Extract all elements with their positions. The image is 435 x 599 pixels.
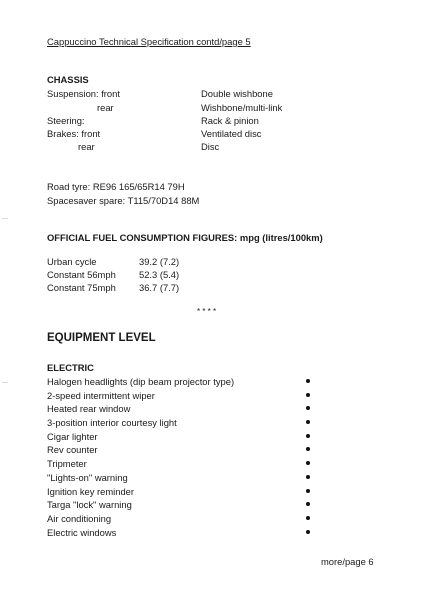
chassis-value: Wishbone/multi-link xyxy=(201,102,283,113)
bullet-icon xyxy=(306,516,310,520)
fuel-heading: OFFICIAL FUEL CONSUMPTION FIGURES: mpg (litres/100km) xyxy=(47,232,323,243)
scan-mark xyxy=(2,218,8,219)
bullet-icon xyxy=(306,420,310,424)
fuel-value: 36.7 (7.7) xyxy=(139,282,180,293)
section-separator: * * * * xyxy=(197,307,217,316)
equipment-item: Heated rear window xyxy=(47,403,131,414)
equipment-heading: EQUIPMENT LEVEL xyxy=(47,332,156,344)
bullet-icon xyxy=(306,434,310,438)
equipment-item: "Lights-on" warning xyxy=(47,472,128,483)
page-header: Cappuccino Technical Specification contd/page 5 xyxy=(47,36,251,47)
chassis-label: Brakes: front xyxy=(47,128,101,139)
electric-heading: ELECTRIC xyxy=(47,362,94,373)
spare-tyre: Spacesaver spare: T115/70D14 88M xyxy=(47,195,200,206)
chassis-value: Rack & pinion xyxy=(201,115,259,126)
equipment-item: Ignition key reminder xyxy=(47,486,135,497)
chassis-value: Disc xyxy=(201,141,220,152)
bullet-icon xyxy=(306,379,310,383)
chassis-label: Steering: xyxy=(47,115,85,126)
equipment-item: Air conditioning xyxy=(47,513,112,524)
equipment-item: 3-position interior courtesy light xyxy=(47,417,177,428)
scan-mark xyxy=(2,382,8,383)
page-footer: more/page 6 xyxy=(321,556,374,567)
chassis-value: Double wishbone xyxy=(201,88,273,99)
chassis-label: rear xyxy=(97,102,114,113)
equipment-item: Targa "lock" warning xyxy=(47,499,132,510)
bullet-icon xyxy=(306,502,310,506)
fuel-label: Constant 56mph xyxy=(47,269,116,280)
equipment-item: Cigar lighter xyxy=(47,431,98,442)
bullet-icon xyxy=(306,447,310,451)
chassis-heading: CHASSIS xyxy=(47,74,89,85)
equipment-item: Electric windows xyxy=(47,527,117,538)
fuel-label: Urban cycle xyxy=(47,256,97,267)
bullet-icon xyxy=(306,406,310,410)
bullet-icon xyxy=(306,530,310,534)
chassis-label: Suspension: front xyxy=(47,88,120,99)
fuel-label: Constant 75mph xyxy=(47,282,116,293)
equipment-item: Rev counter xyxy=(47,444,98,455)
fuel-value: 52.3 (5.4) xyxy=(139,269,180,280)
equipment-item: Tripmeter xyxy=(47,458,87,469)
bullet-icon xyxy=(306,461,310,465)
chassis-label: rear xyxy=(78,141,95,152)
chassis-value: Ventilated disc xyxy=(201,128,262,139)
equipment-item: Halogen headlights (dip beam projector type) xyxy=(47,376,235,387)
fuel-value: 39.2 (7.2) xyxy=(139,256,180,267)
bullet-icon xyxy=(306,489,310,493)
bullet-icon xyxy=(306,393,310,397)
bullet-icon xyxy=(306,475,310,479)
equipment-item: 2-speed intermittent wiper xyxy=(47,390,155,401)
road-tyre: Road tyre: RE96 165/65R14 79H xyxy=(47,181,185,192)
